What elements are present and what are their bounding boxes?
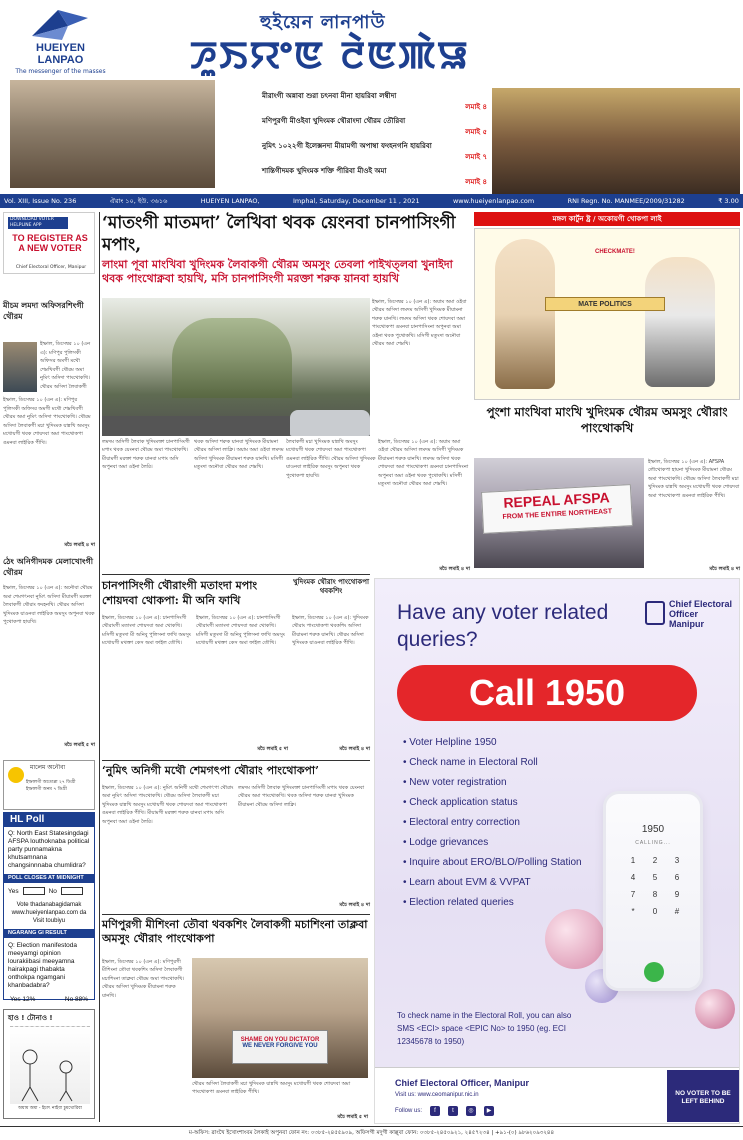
continued-link[interactable]: মচৈ লমাই ৫ দা [64, 742, 95, 748]
ad-footer-name: Chief Electoral Officer, Manipur [395, 1078, 530, 1088]
story-body: ইম্ফাল, ডিসেম্বর ১০ (এন এ): নুমিৎ অনিগী মথৌ শেমগৎপা থৌরাং অমা নুমিৎ অসিদা পাংথোকখি। থৌরম অসিদা লৈবাকগী মচা খুদিংমক য়ান্নখি অমসুং মখোয়গী থবক শোয়দবা অমা পাংথোকপা ঙমনবা লাইরিক পীখি। মীয়ামগী মরক্তা শরুক য়ানবা মপাং অসি অপুনবা অমা ওইনা লৈরি। [102, 785, 234, 825]
phone-key: 2 [652, 856, 658, 865]
story-headline[interactable]: চানপাসিংগী থৌরাংগী মতাংদা মপাং শোয়দবা থোকপা: মী অনি ফাখি [102, 579, 258, 607]
officer-photo [3, 342, 37, 392]
masthead [0, 0, 743, 195]
phone-key: 7 [630, 890, 636, 899]
cartoon-figure-left [495, 239, 555, 389]
teaser-page: লমাই ৫ [465, 128, 487, 136]
hueiyen-lanpao-logo[interactable] [8, 6, 113, 76]
follow-label: Follow us: [395, 1108, 423, 1114]
lead-headline[interactable]: ‘মাতংগী মাতমদা’ লৈখিবা থবক য়েংনবা চানপাসিংগী মপাং, [102, 213, 456, 255]
cartoon-speech: CHECKMATE! [595, 249, 635, 255]
call-1950-banner[interactable]: Call 1950 [397, 665, 697, 721]
poll-options [4, 884, 94, 898]
lead-subheadline: লাংমা পূবা মাংখিবা খুদিংমক লৈবাকগী থৌরম অমসুং তেবলা পাইখত্লবা খুনাইদা থবক পাংথোক্নবা হায়খি, মসি চানপাসিংগী মরক্তা শরুক য়ানবা হায়খি [102, 258, 453, 285]
poll-yes-checkbox[interactable] [23, 887, 45, 895]
voter-app-ceo: Chief Electoral Officer, Manipur [15, 265, 87, 270]
volume-issue: Vol. XIII, Issue No. 236 [4, 197, 77, 205]
twitter-icon[interactable]: t [448, 1106, 458, 1116]
poll-closes: POLL CLOSES AT MIDNIGHT [4, 874, 94, 883]
local-date: ঐরাং ১০, ইউ. ৩৬১৬ [109, 196, 168, 205]
hl-poll [3, 812, 95, 1003]
teaser-headline[interactable]: মীরাংগী অন্নাবা শুরা চৎনবা মীনা হায়রিবা লম্বীদা [262, 92, 397, 100]
left-cartoon [3, 1009, 95, 1119]
list-item: • Election related queries [403, 893, 593, 913]
cartoon-mate-label: MATE POLITICS [545, 297, 665, 311]
phone-key: 0 [652, 907, 658, 916]
website-link[interactable]: www.hueiyenlanpao.com [452, 197, 535, 205]
registration-number: RNI Regn. No. MANMEE/2009/31282 [567, 197, 685, 205]
lead-body: লৈবাকগী মচা খুদিংমক য়ান্নখি অমসুং মখোয়গী থবক শোয়দবা অমা পাংথোকপা ঙমনবা লাইরিক পীখি। থৌরম অসিদা খুদিংমক য়াওনবা লাইরিক অমসুং অপুনবা থবক পুথোকপা হায়খি। [286, 439, 376, 479]
weather-readings: ইম্ফালগী অতোপ্পা ২৭ ডিগ্রী ইম্ফালগী অনম ৭ ডিগ্রী [26, 780, 76, 792]
phone-keypad [622, 856, 688, 916]
sms-instructions: To check name in the Electoral Roll, you can also SMS <ECI> space <EPIC No> to 1950 (eg. ECI 12345678 to 1950) [397, 1011, 572, 1046]
banner-text: REPEAL AFSPA [503, 489, 611, 511]
ballot-box-icon [645, 601, 665, 625]
phone-key: 1 [630, 856, 636, 865]
price: ₹ 3.00 [718, 197, 739, 205]
cartoon-figure-right [645, 257, 715, 387]
list-item: • Electoral entry correction [403, 813, 593, 833]
car-shape [290, 410, 370, 436]
no-voter-left-behind-badge: NO VOTER TO BE LEFT BEHIND [667, 1070, 739, 1122]
voter-app-label: DOWNLOAD VOTER HELPLINE APP [8, 217, 68, 229]
instagram-icon[interactable]: ◎ [466, 1106, 476, 1116]
list-item: • Check name in Electoral Roll [403, 753, 593, 773]
column-divider [99, 212, 100, 1122]
story-body: ইম্ফাল, ডিসেম্বর ১০ (এন এ): মণিপুরগী মীশিংনা তৌবা থবকশিং অসিদা লৈবাকগী মচাশিংনা তাক্লবা থৌরম অমা পাংথোকখি। থৌরম অসিদা খুদিংমক মীয়ামনা শরুক য়ানখি। [102, 959, 185, 999]
phone-key: 3 [674, 856, 680, 865]
continued-link[interactable]: মচৈ লমাই ৫ দা [337, 1114, 368, 1120]
origami-bird-icon [28, 6, 92, 42]
lead-body: লমদম অসিগী লৈবাক খুদিংমক্তা চানপাসিংগী মপাং থবক য়েংনবা থৌরম অমা পাংথোকখি। মীয়ামগী মরক্তা শরুক য়ানবা মপাং অসি অপুনবা অমা ওইনা লৈরি। [102, 439, 190, 471]
poll-results [4, 993, 94, 1006]
decorative-sphere [695, 989, 735, 1029]
story-divider [102, 914, 370, 915]
poll-question: Q: North East Statesingdagi AFSPA louthoknaba political party punnamakna khutsamnana changsinnnaba chumlidra? [8, 830, 90, 869]
continued-link[interactable]: মচৈ লমাই ৪ দা [439, 566, 470, 572]
voter-app-text: TO REGISTER AS A NEW VOTER [12, 233, 88, 253]
teaser-page: লমাই ৪ [465, 178, 487, 186]
story-body: থৌরম অসিদা লৈবাকগী মচা খুদিংমক য়ান্নখি অমসুং মখোয়গী থবক শোয়দবা অমা পাংথোকপা ঙমনবা লাইরিক পীখি। [192, 1081, 351, 1096]
poll-yes-percent: Yes 12% [10, 996, 36, 1003]
phone-calling: CALLING... [635, 840, 671, 846]
teaser-headline[interactable]: শান্তিগীদমক খুদিংমক শক্তি পীরিবা মীওই অমা [262, 167, 387, 175]
story-body: ইম্ফাল, ডিসেম্বর ১০ (এন এ): চানপাসিংগী থৌরাংগী মতাংদা শোয়দবা অমা থোকখি। মসিগী মতুংদা মী অনিবু পুলিসনা ফাখি অমসুং মখোয়গী মথক্তা কেস অমা ফাইল তৌখি। [102, 615, 191, 647]
phone-key: * [631, 907, 635, 916]
ad-footer [375, 1067, 739, 1123]
phone-key: 4 [630, 873, 636, 882]
poll-yes-label: Yes [8, 887, 19, 895]
continued-link[interactable]: মচৈ লমাই ৪ দা [64, 542, 95, 548]
masthead-title-meitei: ꯍꯨꯏꯌꯦꯟ ꯂꯥꯟꯄꯥꯎ [190, 32, 470, 76]
teaser-page: লমাই ৪ [465, 103, 487, 111]
list-item: • New voter registration [403, 773, 593, 793]
lead-body: থবক অসিদা শরুক য়ানবা খুদিংমক মীয়ামনা থৌরম অসিদা লাক্লি। অয়াম অমা ওইবা লমদম অসিদা খুদিংমক মীয়ামনা শরুক য়ানখি। মসিগী মতুংদা অনৌবা থৌরম অমা শেম্নখি। [194, 439, 284, 471]
phone-illustration [603, 791, 703, 991]
paper-name: HUEIYEN LANPAO, [200, 197, 260, 205]
continued-link[interactable]: মচৈ লমাই ৪ দা [709, 566, 740, 572]
weather-label: মালেম অনৌবা [30, 764, 66, 771]
logo-tagline: The messenger of the masses [15, 68, 106, 75]
poll-result-question: Q: Election manifestoda meeyamgi opinion lourakiibasi meeyamna hairakpagi thabakta onthokpa ngamgani khanbadabra? [8, 942, 78, 989]
ad-visit-link[interactable]: Visit us: www.ceomanipur.nic.in [395, 1092, 479, 1098]
story-headline[interactable]: খুদিংমক থৌরাং পাংথোকপা থবকশিং [292, 578, 370, 595]
banner-text: FROM THE ENTIRE NORTHEAST [502, 508, 613, 521]
list-item: • Check application status [403, 793, 593, 813]
left-cartoon-caption: অয়াম অমা - ইচাৎ নাইবা চুমথোরিবা [18, 1106, 82, 1111]
protest-sign-text: WE NEVER FORGIVE YOU [242, 1043, 318, 1049]
list-item: • Lodge grievances [403, 833, 593, 853]
phone-key: 5 [652, 873, 658, 882]
left-column [0, 212, 97, 1122]
list-item: • Voter Helpline 1950 [403, 733, 593, 753]
phone-key: # [674, 907, 680, 916]
page-footer: ম-অফিস: ৱাংখৈ ইখোংশাংবম লৈকাই অপুনবা ফোন নং: ০৩৮৫-২৪৫৫৯০৯, অফিসগী মদুগী কাল্লুবা ফোন: ০৩৮৫-২৪৫০৯২১, ২৪৫৭২৩৪ | +৯১-(০) ৯৮৬২০৯৩২৪৪ [0, 1126, 743, 1140]
poll-no-label: No [48, 887, 57, 895]
cartoon-art [10, 1026, 90, 1104]
poll-no-checkbox[interactable] [61, 887, 83, 895]
lead-body: ইম্ফাল, ডিসেম্বর ১০ (এন এ): অয়াম অমা ওইবা থৌরম অসিদা লমদম অসিগী খুদিংমক মীয়ামনা শরুক য়ানখি। লমদম অসিদা থবক শোয়দবা অমা পাংথোকপা ঙমনবা চানপাসিংনা অপুনবা অমা ওইনা থবক পুথোকখি। মসিগী মতুংদা অনৌবা থৌরম অমা শেম্নখি। [378, 439, 469, 488]
story-divider [102, 760, 370, 761]
editorial-cartoon [474, 228, 740, 400]
teaser-headline[interactable]: নুমিৎ ১০২২গী ইলেক্সনদা মীয়ামগী অপাম্বা ফংহনগনি হায়রিবা [262, 142, 432, 150]
ceo-name: Chief Electoral Officer Manipur [669, 599, 733, 629]
story-body: ইম্ফাল, ডিসেম্বর ১০ (এন এ): AFSPA লৌথোকপা হায়না খুদিংমক মীয়ামনা থৌরম অমা পাংথোকখি। থৌরম অসিদা লৈবাকগী মচা খুদিংমক য়ান্নখি অমসুং মখোয়গী থবক শোয়দবা অমা পাংথোকপা ঙমনবা লাইরিক পীখি। [648, 459, 740, 499]
masthead-title-bengali: হুইয়েন লানপাউ [260, 12, 386, 33]
protest-photo [192, 958, 368, 1078]
list-item: • Inquire about ERO/BLO/Polling Station [403, 853, 593, 873]
story-body: লমদম অসিগী লৈবাক খুদিংমক্তা চানপাসিংগী মপাং থবক য়েংনবা থৌরম অমা পাংথোকখি। থবক অসিদা শরুক য়ানবা খুদিংমক মীয়ামনা থৌরম অসিদা লাক্লি। [238, 785, 365, 808]
story-headline[interactable]: ‘নুমিৎ অনিগী মথৌ শেমগৎপা থৌরাং পাংথোকপা’ [102, 764, 319, 777]
story-body: ইম্ফাল, ডিসেম্বর ১০ (এন এ): চানপাসিংগী থৌরাংগী মতাংদা শোয়দবা অমা থোকখি। মসিগী মতুংদা মী অনিবু পুলিসনা ফাখি অমসুং মখোয়গী মথক্তা কেস অমা ফাইল তৌখি। [196, 615, 285, 647]
poll-title: HL Poll [4, 813, 94, 827]
story-headline[interactable]: ঠেং অনিগীদমক মেলাখোংগী থৌরম [3, 557, 94, 577]
story-body: ইম্ফাল, ডিসেম্বর ১০ (এন এ): অনৌবা থৌরম অমা শেমগৎনবা নুমিৎ অসিদা মীয়ামগী মরক্তা লৈবাকগী থৌরাং ফংহনখি। থৌরম অসিদা খুদিংমক য়াওনবা লাইরিক অমসুং অপুনবা থবক পুথোকপা হায়খি। [3, 585, 95, 626]
tree-shape [172, 318, 292, 398]
phone-key: 8 [652, 890, 658, 899]
logo-name: HUEIYEN LANPAO [36, 42, 85, 66]
masthead-photo-left [10, 80, 215, 188]
cartoon-strip-title: মঙ্গল কাৰ্টুন ষ্ট্ৰ / অকোয়গী খোকপা লাই [474, 212, 740, 226]
story-body: ইম্ফাল, ডিসেম্বর ১০ (এন এ): মণিপুর পুলিসকী অফিসর অমগী মথৌ শেম্নখিবগী থৌরম অমা নুমিৎ অসিদা পাংথোকখি। থৌরম অসিদা লৈবাকগী মচা খুদিংমক য়ান্নখি অমসুং মখোয়গী থবক শোয়দবা অমা পাংথোকপা ঙমনবা লাইরিক পীখি। [3, 397, 91, 446]
teaser-page: লমাই ৭ [465, 153, 487, 161]
story-divider [102, 574, 370, 575]
left-cartoon-title: হাও ! টোনাও ! [8, 1014, 53, 1022]
story-headline[interactable]: মণিপুরগী মীশিংনা তৌবা থবকশিং লৈবাকগী মচাশিংনা তাক্লবা অমসুং থৌরাং পাংথোকপা [102, 918, 368, 945]
story-headline[interactable]: মীচম লমদা অফিসরশিংগী থৌরম [3, 301, 84, 321]
ceo-logo [645, 599, 735, 639]
issue-info-bar [0, 194, 743, 208]
lead-body-side: ইম্ফাল, ডিসেম্বর ১০ (এন এ): অয়াম অমা ওইবা থৌরম অসিদা লমদম অসিগী খুদিংমক মীয়ামনা শরুক য়ানখি। লমদম অসিদা থবক শোয়দবা অমা পাংথোকপা ঙমনবা চানপাসিংনা অপুনবা অমা ওইনা থবক পুথোকখি। মসিগী মতুংদা অনৌবা থৌরম অমা শেম্নখি। [372, 299, 467, 348]
continued-link[interactable]: মচৈ লমাই ৪ দা [339, 902, 370, 908]
protest-sign [232, 1030, 328, 1064]
phone-key: 9 [674, 890, 680, 899]
place-date: Imphal, Saturday, December 11 , 2021 [292, 197, 420, 205]
poll-no-percent: No 88% [64, 996, 88, 1003]
youtube-icon[interactable]: ▶ [484, 1106, 494, 1116]
ad-question: Have any voter related queries? [397, 601, 609, 651]
teaser-headline[interactable]: মণিপুরগী মীওইবা খুদিংমক থৌরাংদা থৌরম তৌরিবা [262, 117, 406, 125]
teaser-list [262, 90, 487, 190]
masthead-photo-right [492, 88, 740, 194]
service-list [403, 733, 593, 913]
phone-call-icon [644, 962, 664, 982]
story-headline[interactable]: পুংশা মাংখিবা মাংখি খুদিংমক থৌরম অমসুং থৌরাং পাংথোকখি [486, 405, 728, 435]
call-1950-ad[interactable] [374, 578, 740, 1124]
follow-us [395, 1106, 494, 1116]
phone-key: 6 [674, 873, 680, 882]
list-item: • Learn about EVM & VVPAT [403, 873, 593, 893]
cartoon-figures-icon [10, 1027, 90, 1105]
protest-sign-text: SHAME ON YOU DICTATOR [240, 1037, 320, 1043]
afspa-banner [481, 484, 633, 534]
story-body: ইম্ফাল, ডিসেম্বর ১০ (এন এ): মণিপুর পুলিসকী অফিসর অমগী মথৌ শেম্নখিবগী থৌরম অমা নুমিৎ অসিদা পাংথোকখি। থৌরম অসিদা লৈবাকগী [40, 341, 91, 390]
continued-link[interactable]: মচৈ লমাই ৪ দা [339, 746, 370, 752]
sun-icon [8, 767, 24, 783]
voter-app-ad[interactable] [3, 212, 95, 274]
poll-result-bar: NGARANG GI RESULT [4, 929, 94, 938]
poll-visit[interactable]: Vote thadanabagidamak www.hueiyenlanpao.com da Visit toubiyu [11, 902, 87, 924]
afspa-protest-photo [474, 458, 644, 568]
decorative-sphere [545, 909, 605, 969]
facebook-icon[interactable]: f [430, 1106, 440, 1116]
story-body: ইম্ফাল, ডিসেম্বর ১০ (এন এ): খুদিংমক থৌরাং পাংথোকপা থবকশিং অসিদা মীয়ামনা শরুক য়ানখি। থৌরম অসিদা খুদিংমক য়াওনবা লাইরিক পীখি। [292, 615, 369, 647]
weather-box [3, 760, 95, 810]
phone-number: 1950 [641, 824, 665, 835]
continued-link[interactable]: মচৈ লমাই ৫ দা [257, 746, 288, 752]
